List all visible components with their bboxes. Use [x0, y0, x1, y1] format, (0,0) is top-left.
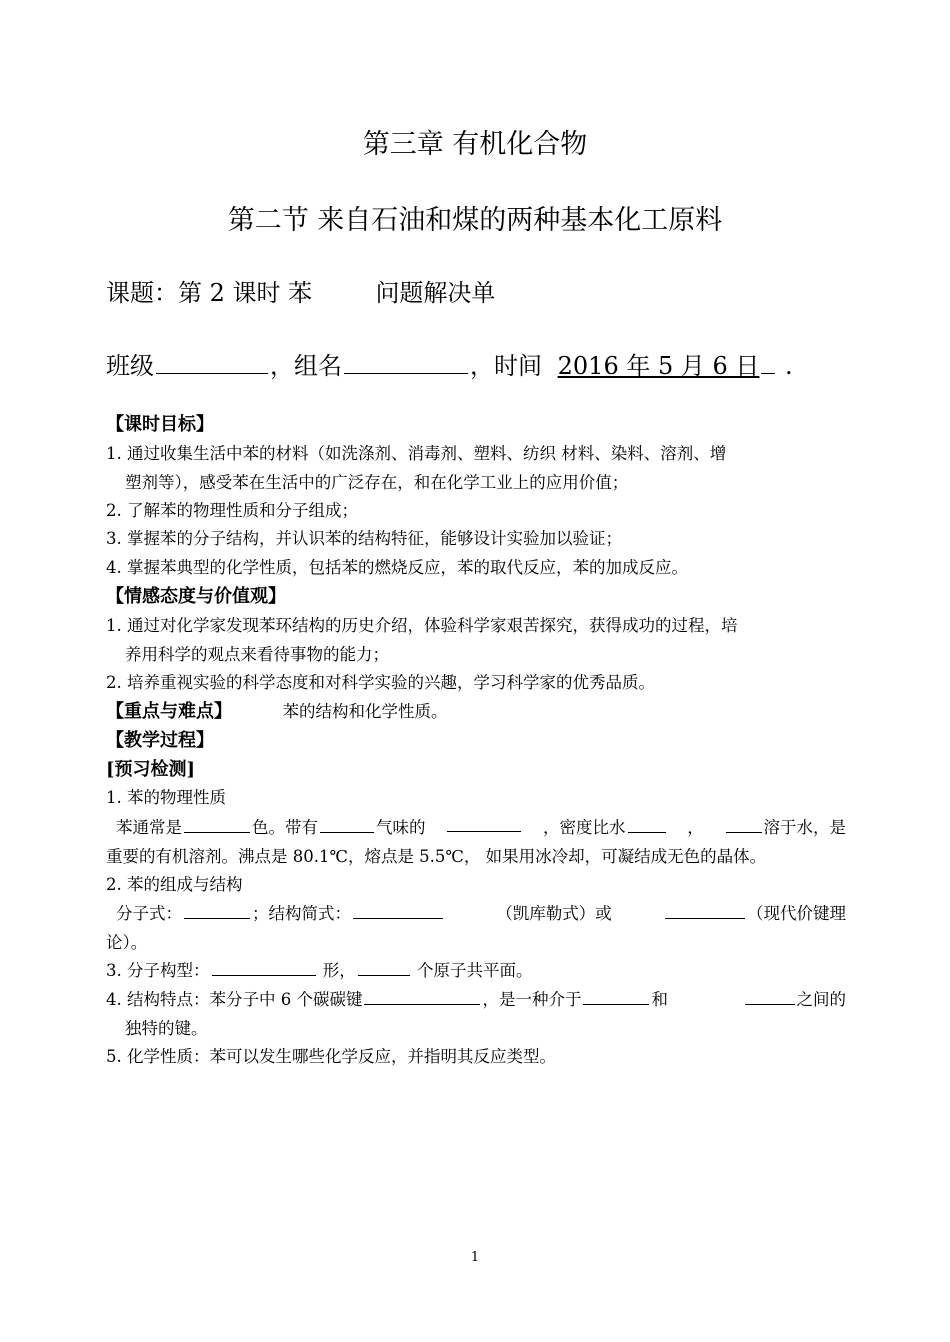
class-label: 班级 [106, 352, 154, 380]
q2-text-d: （现代价键理 [747, 904, 846, 923]
info-line [106, 346, 793, 381]
q3-shape-blank[interactable] [212, 959, 316, 977]
lesson-title [106, 273, 495, 308]
q1-text-c: 气味的 [376, 818, 426, 837]
q2-line1 [106, 900, 846, 924]
q2-text-c: （凯库勒式）或 [496, 904, 612, 923]
lesson-label: 课题：第 2 课时 苯 [106, 279, 313, 307]
q4-text-d: 之间的 [796, 990, 846, 1009]
q4-text-b: ，是一种介于 [482, 990, 582, 1009]
preview-heading: [预习检测] [106, 759, 196, 780]
q3-text-b: 形， [322, 961, 356, 980]
objective-item-3: 3. 掌握苯的分子结构，并认识苯的结构特征，能够设计实验加以验证； [106, 529, 622, 548]
q3-line [106, 957, 533, 981]
q1-line1 [106, 814, 846, 838]
objective-item-4: 4. 掌握苯典型的化学性质，包括苯的燃烧反应，苯的取代反应，苯的加成反应。 [106, 558, 688, 577]
section-title: 第二节 来自石油和煤的两种基本化工原料 [227, 205, 723, 236]
q1-line2: 重要的有机溶剂。沸点是 80.1℃，熔点是 5.5℃， 如果用冰冷却，可凝结成无色的晶体。 [106, 847, 767, 866]
objective-item-2: 2. 了解苯的物理性质和分子组成； [106, 501, 358, 520]
q1-text-f: 溶于水，是 [763, 818, 846, 837]
q4-bond-blank[interactable] [364, 988, 480, 1006]
date-tail-blank [761, 349, 775, 374]
q4-line2: 独特的键。 [125, 1019, 208, 1038]
q4-between-blank-2[interactable] [745, 988, 795, 1006]
values-heading: 【情感态度与价值观】 [106, 586, 286, 607]
q3-atoms-blank[interactable] [358, 959, 410, 977]
q2-formula-blank[interactable] [184, 902, 250, 920]
chapter-title: 第三章 有机化合物 [362, 129, 588, 160]
group-label: ，组名 [270, 352, 342, 380]
q1-text-a: 苯通常是 [116, 818, 182, 837]
time-label: ，时间 [470, 352, 542, 380]
info-end: . [785, 352, 793, 380]
values-item-1-line1: 1. 通过对化学家发现苯环结构的历史介绍，体验科学家艰苦探究，获得成功的过程，培 [106, 616, 738, 635]
q2-line2: 论）。 [106, 933, 148, 952]
group-blank[interactable] [344, 349, 468, 374]
q2-kekule-blank[interactable] [353, 902, 443, 920]
q2-modern-blank[interactable] [665, 902, 745, 920]
q1-text-e: ， [687, 818, 704, 837]
q4-line1 [106, 986, 846, 1010]
key-points-text: 苯的结构和化学性质。 [282, 702, 448, 721]
key-points-line [106, 697, 448, 723]
objective-item-1-line1: 1. 通过收集生活中苯的材料（如洗涤剂、消毒剂、塑料、纺织 材料、染料、溶剂、增 [106, 444, 727, 463]
q4-text-a: 4. 结构特点：苯分子中 6 个碳碳键 [106, 990, 363, 1009]
q1-text-b: 色。带有 [252, 818, 318, 837]
q1-odor-blank[interactable] [320, 816, 374, 834]
q5-line: 5. 化学性质：苯可以发生哪些化学反应，并指明其反应类型。 [106, 1047, 556, 1066]
q3-text-a: 3. 分子构型： [106, 961, 210, 980]
q3-text-c: 个原子共平面。 [417, 961, 533, 980]
key-points-heading: 【重点与难点】 [106, 701, 232, 722]
q1-solubility-blank[interactable] [726, 816, 762, 834]
q1-density-blank[interactable] [628, 816, 666, 834]
page-number: 1 [470, 1250, 480, 1265]
date-value: 2016 年 5 月 6 日 [557, 352, 760, 380]
q1-color-blank[interactable] [184, 816, 250, 834]
values-item-2: 2. 培养重视实验的科学态度和对科学实验的兴趣，学习科学家的优秀品质。 [106, 673, 655, 692]
class-blank[interactable] [156, 349, 268, 374]
process-heading: 【教学过程】 [106, 730, 214, 751]
q2-text-b: ；结构简式： [252, 904, 351, 923]
values-item-1-line2: 养用科学的观点来看待事物的能力； [125, 645, 389, 664]
q1-title: 1. 苯的物理性质 [106, 788, 226, 807]
sheet-type: 问题解决单 [375, 279, 496, 307]
q2-title: 2. 苯的组成与结构 [106, 875, 243, 894]
q2-text-a: 分子式： [116, 904, 182, 923]
q1-text-d: ，密度比水 [543, 818, 626, 837]
q4-text-c: 和 [651, 990, 668, 1009]
objectives-heading: 【课时目标】 [106, 414, 214, 435]
q1-state-blank[interactable] [447, 814, 521, 832]
objective-item-1-line2: 塑剂等），感受苯在生活中的广泛存在，和在化学工业上的应用价值； [125, 473, 629, 492]
q4-between-blank-1[interactable] [583, 988, 649, 1006]
